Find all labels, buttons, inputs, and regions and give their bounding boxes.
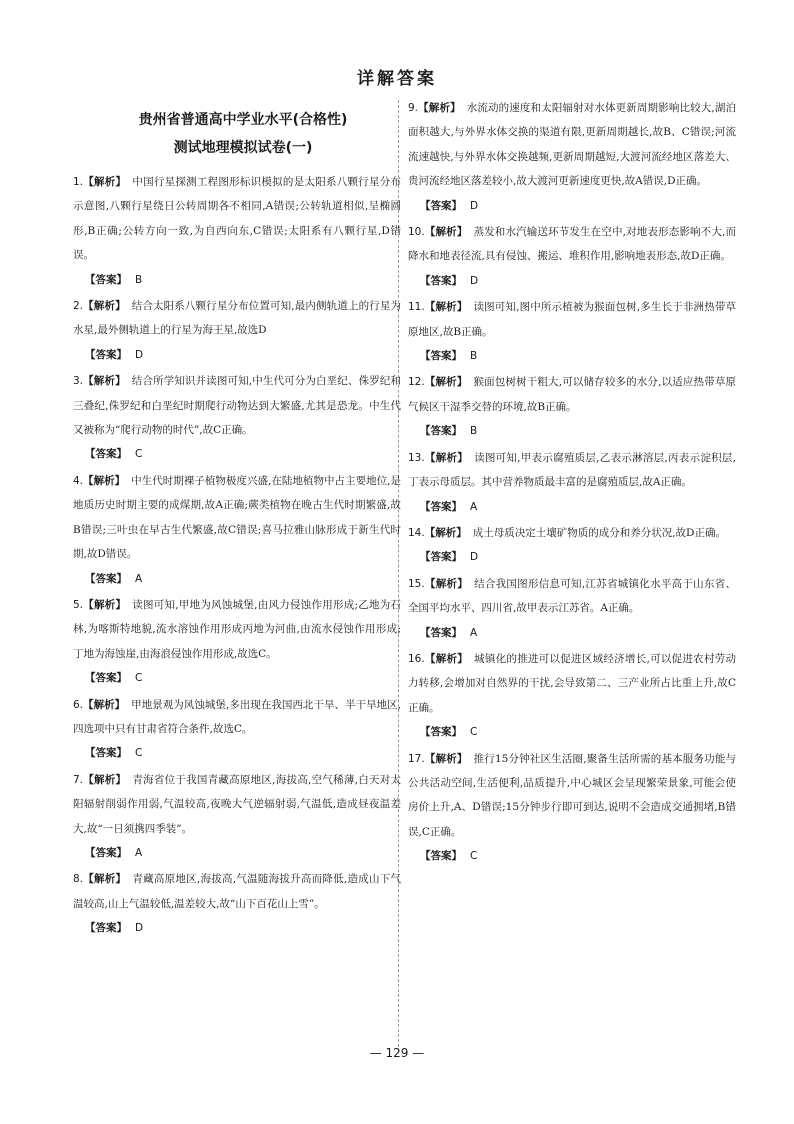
explanation-paragraph bbox=[408, 446, 736, 495]
question-block bbox=[408, 572, 736, 645]
question-number: 16. bbox=[408, 652, 425, 665]
question-block bbox=[73, 369, 401, 467]
analysis-label: 【解析】 bbox=[424, 577, 469, 590]
question-number: 5. bbox=[73, 598, 84, 611]
answer-line bbox=[73, 841, 401, 865]
answer-value: A bbox=[470, 500, 478, 513]
answer-label: 【答案】 bbox=[85, 747, 127, 760]
explanation-paragraph bbox=[73, 469, 401, 567]
question-number: 1. bbox=[73, 176, 84, 188]
answer-value: A bbox=[135, 846, 143, 859]
question-block bbox=[408, 747, 736, 869]
left-answer-list bbox=[73, 170, 401, 941]
question-block bbox=[408, 647, 736, 745]
question-number: 12. bbox=[408, 376, 425, 389]
question-number: 3. bbox=[73, 375, 84, 388]
answer-line bbox=[408, 344, 736, 368]
answer-label: 【答案】 bbox=[420, 726, 462, 739]
question-number: 2. bbox=[73, 300, 84, 313]
question-number: 10. bbox=[408, 226, 425, 239]
answer-value: B bbox=[470, 425, 478, 438]
answer-label: 【答案】 bbox=[420, 626, 462, 639]
answer-label: 【答案】 bbox=[420, 500, 462, 513]
analysis-label: 【解析】 bbox=[424, 451, 469, 464]
question-number: 17. bbox=[408, 752, 425, 765]
question-block bbox=[73, 469, 401, 591]
question-number: 4. bbox=[73, 474, 84, 487]
analysis-label: 【解析】 bbox=[83, 773, 127, 786]
explanation-paragraph bbox=[408, 220, 736, 269]
exam-title-line2: 测试地理模拟试卷(一) bbox=[173, 140, 313, 156]
answer-value: A bbox=[135, 572, 143, 585]
answer-value: C bbox=[135, 747, 143, 760]
question-block bbox=[408, 220, 736, 293]
answer-line bbox=[73, 916, 401, 940]
answer-value: D bbox=[135, 348, 144, 361]
answer-line bbox=[73, 741, 401, 765]
answer-label: 【答案】 bbox=[85, 448, 127, 461]
analysis-label: 【解析】 bbox=[424, 752, 468, 765]
question-block bbox=[408, 446, 736, 519]
explanation-text: 蒸发和水汽输送环节发生在空中,对地表形态影响不大,而降水和地表径流,具有侵蚀、搬运、堆积作用,影响地表形态,故D正确。 bbox=[408, 226, 736, 263]
analysis-label: 【解析】 bbox=[83, 300, 126, 313]
answer-label: 【答案】 bbox=[420, 425, 462, 438]
answer-label: 【答案】 bbox=[85, 273, 127, 286]
question-number: 11. bbox=[408, 301, 425, 314]
explanation-text: 城镇化的推进可以促进区域经济增长,可以促进农村劳动力转移,会增加对自然界的干扰,会导致第二、三产业所占比重上升,故C正确。 bbox=[408, 652, 736, 714]
explanation-text: 中国行星探测工程图形标识模拟的是太阳系八颗行星分布示意图,八颗行星绕日公转周期各不相同,A错误;公转轨道相似,呈椭圆形,B正确;公转方向一致,为自西向东,C错误;太阳系有八颗行星,D错误。 bbox=[73, 176, 402, 262]
explanation-paragraph bbox=[408, 370, 736, 419]
answer-value: C bbox=[470, 726, 478, 739]
answer-line bbox=[408, 621, 736, 645]
answer-label: 【答案】 bbox=[85, 672, 127, 685]
answer-value: C bbox=[135, 672, 143, 685]
answer-line bbox=[408, 194, 736, 218]
question-block bbox=[73, 170, 401, 292]
question-block bbox=[408, 96, 736, 218]
answer-label: 【答案】 bbox=[85, 922, 127, 935]
explanation-paragraph bbox=[73, 170, 401, 268]
answer-line bbox=[73, 343, 401, 367]
answer-line bbox=[408, 545, 736, 569]
answer-value: B bbox=[135, 273, 143, 286]
analysis-label: 【解析】 bbox=[83, 474, 126, 487]
answer-label: 【答案】 bbox=[420, 551, 462, 564]
explanation-paragraph bbox=[73, 593, 401, 666]
explanation-text: 中生代时期裸子植物极度兴盛,在陆地植物中占主要地位,是地质历史时期主要的成煤期,故A正确;蕨类植物在晚古生代时期繁盛,故B错误;三叶虫在早古生代繁盛,故C错误;喜马拉雅山脉形成于新生代时期,故D错误。 bbox=[73, 474, 402, 561]
page-title: 详解答案 bbox=[357, 69, 437, 89]
answer-value: D bbox=[470, 199, 479, 212]
answer-line bbox=[408, 269, 736, 293]
answer-line bbox=[408, 419, 736, 443]
explanation-text: 猴面包树树干粗大,可以储存较多的水分,以适应热带草原气候区干湿季交替的环境,故B正确。 bbox=[408, 376, 736, 413]
answer-line bbox=[73, 268, 401, 292]
analysis-label: 【解析】 bbox=[424, 526, 467, 539]
answer-value: B bbox=[470, 350, 478, 363]
explanation-text: 青海省位于我国青藏高原地区,海拔高,空气稀薄,白天对太阳辐射削弱作用弱,气温较高,夜晚大气逆辐射弱,气温低,造成昼夜温差大,故“一日须携四季装”。 bbox=[73, 773, 402, 835]
page-number: — 129 — bbox=[369, 1046, 425, 1060]
answer-value: D bbox=[470, 551, 479, 564]
answer-line bbox=[408, 720, 736, 744]
question-number: 6. bbox=[73, 698, 84, 711]
analysis-label: 【解析】 bbox=[424, 376, 468, 389]
answer-line bbox=[73, 567, 401, 591]
analysis-label: 【解析】 bbox=[83, 375, 126, 388]
analysis-label: 【解析】 bbox=[424, 301, 468, 314]
question-block bbox=[408, 370, 736, 443]
explanation-text: 结合我国图形信息可知,江苏省城镇化水平高于山东省、全国平均水平、四川省,故甲表示江苏省。A正确。 bbox=[408, 577, 736, 615]
explanation-paragraph bbox=[408, 521, 736, 545]
explanation-paragraph bbox=[408, 647, 736, 720]
explanation-text: 读图可知,甲表示腐殖质层,乙表示淋溶层,丙表示淀积层,丁表示母质层。其中营养物质最丰富的是腐殖质层,故A正确。 bbox=[408, 451, 737, 489]
explanation-text: 成土母质决定土壤矿物质的成分和养分状况,故D正确。 bbox=[472, 526, 726, 539]
question-block bbox=[73, 693, 401, 766]
question-number: 9. bbox=[408, 102, 419, 114]
answer-line bbox=[73, 666, 401, 690]
answer-label: 【答案】 bbox=[85, 846, 127, 859]
question-number: 7. bbox=[73, 773, 84, 786]
explanation-paragraph bbox=[73, 867, 401, 916]
answer-line bbox=[408, 495, 736, 519]
analysis-label: 【解析】 bbox=[83, 873, 127, 886]
answer-value: C bbox=[135, 448, 143, 461]
answer-label: 【答案】 bbox=[420, 350, 462, 363]
explanation-text: 青藏高原地区,海拔高,气温随海拔升高而降低,造成山下气温较高,山上气温较低,温差较大,故“山下百花山上雪”。 bbox=[73, 873, 402, 910]
right-column bbox=[408, 96, 736, 871]
left-column bbox=[73, 106, 401, 943]
explanation-text: 读图可知,甲地为风蚀城堡,由风力侵蚀作用形成;乙地为石林,为喀斯特地貌,流水溶蚀作用形成丙地为河曲,由流水侵蚀作用形成;丁地为海蚀崖,由海浪侵蚀作用形成,故选C。 bbox=[73, 598, 401, 660]
explanation-paragraph bbox=[73, 294, 401, 343]
answer-label: 【答案】 bbox=[420, 274, 462, 287]
analysis-label: 【解析】 bbox=[424, 652, 469, 665]
explanation-paragraph bbox=[73, 768, 401, 841]
answer-line bbox=[408, 844, 736, 868]
right-answer-list bbox=[408, 96, 736, 869]
exam-title-line1: 贵州省普通高中学业水平(合格性) bbox=[138, 112, 348, 128]
question-number: 13. bbox=[408, 451, 425, 464]
explanation-text: 水流动的速度和太阳辐射对水体更新周期影响比较大,湖泊面积越大,与外界水体交换的渠道有限,更新周期越长,故B、C错误;河流流速越快,与外界水体交换越频,更新周期越短,大渡河流经地区落差大、贵河流经地区落差较小,故大渡河更新速度更快,故A错误,D正确。 bbox=[408, 102, 736, 188]
question-number: 14. bbox=[408, 526, 425, 539]
question-block bbox=[408, 295, 736, 368]
answer-label: 【答案】 bbox=[420, 850, 462, 863]
question-block bbox=[73, 867, 401, 940]
explanation-paragraph bbox=[408, 572, 736, 621]
question-number: 15. bbox=[408, 577, 425, 590]
analysis-label: 【解析】 bbox=[83, 698, 126, 711]
explanation-text: 推行15分钟社区生活圈,聚备生活所需的基本服务功能与公共活动空间,生活便利,品质提升,中心城区会呈现繁荣景象,可能会使房价上升,A、D错误;15分钟步行即可到达,说明不会造成交通拥堵,B错误,C正确。 bbox=[408, 752, 737, 838]
explanation-paragraph bbox=[408, 747, 736, 845]
question-block bbox=[73, 768, 401, 866]
analysis-label: 【解析】 bbox=[418, 102, 461, 114]
explanation-paragraph bbox=[73, 693, 401, 742]
analysis-label: 【解析】 bbox=[83, 598, 127, 611]
explanation-paragraph bbox=[408, 295, 736, 344]
question-block bbox=[408, 521, 736, 570]
answer-value: D bbox=[135, 922, 144, 935]
answer-value: A bbox=[470, 626, 478, 639]
answer-value: D bbox=[470, 274, 479, 287]
answer-label: 【答案】 bbox=[85, 572, 127, 585]
analysis-label: 【解析】 bbox=[424, 226, 468, 239]
explanation-text: 结合太阳系八颗行星分布位置可知,最内侧轨道上的行星为水星,最外侧轨道上的行星为海王星,故选D bbox=[73, 300, 401, 337]
question-block bbox=[73, 294, 401, 367]
explanation-text: 读图可知,图中所示植被为猴面包树,多生长于非洲热带草原地区,故B正确。 bbox=[408, 301, 736, 338]
question-block bbox=[73, 593, 401, 691]
explanation-text: 甲地景观为风蚀城堡,多出现在我国西北干旱、半干旱地区,四选项中只有甘肃省符合条件,故选C。 bbox=[73, 698, 402, 735]
answer-label: 【答案】 bbox=[85, 348, 127, 361]
explanation-paragraph bbox=[408, 96, 736, 194]
question-number: 8. bbox=[73, 873, 84, 886]
answer-line bbox=[73, 442, 401, 466]
explanation-text: 结合所学知识并读图可知,中生代可分为白垩纪、侏罗纪和三叠纪,侏罗纪和白垩纪时期爬行动物达到大繁盛,尤其是恐龙。中生代又被称为“爬行动物的时代”,故C正确。 bbox=[73, 375, 401, 437]
explanation-paragraph bbox=[73, 369, 401, 442]
analysis-label: 【解析】 bbox=[83, 176, 127, 188]
answer-label: 【答案】 bbox=[420, 199, 462, 212]
answer-value: C bbox=[470, 850, 478, 863]
